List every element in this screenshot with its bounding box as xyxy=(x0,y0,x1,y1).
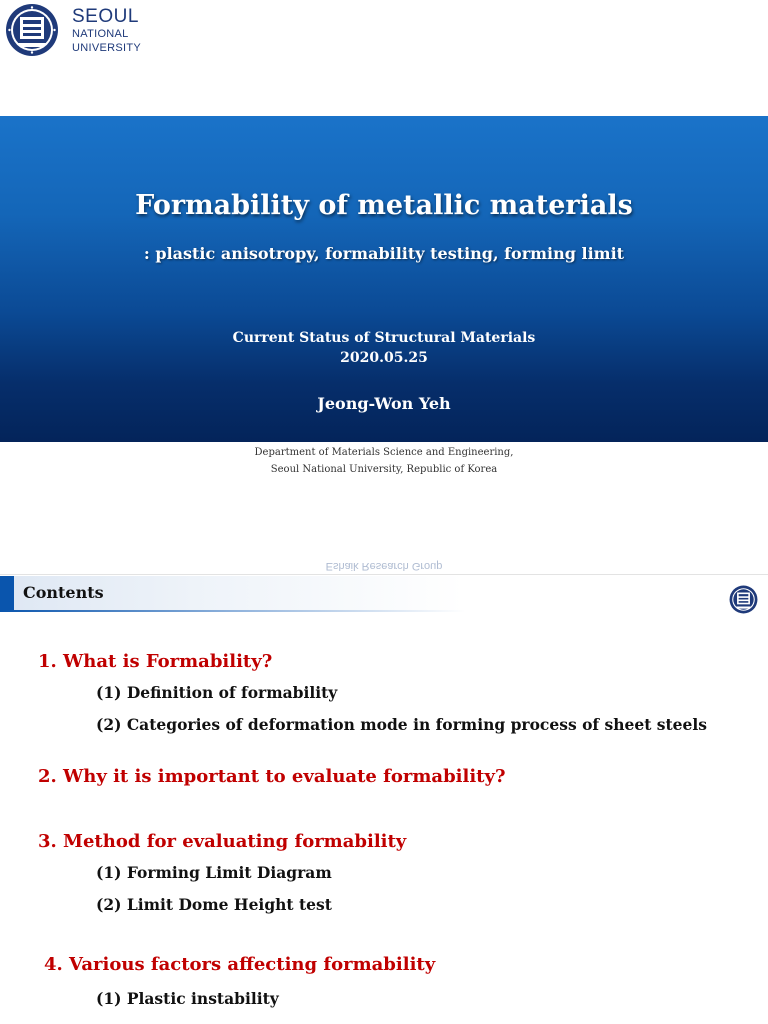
author-name: Jeong-Won Yeh xyxy=(317,394,451,413)
section-3-item-2: (2) Limit Dome Height test xyxy=(96,895,332,914)
section-4-item-1: (1) Plastic instability xyxy=(96,989,279,1008)
section-1-title: 1. What is Formability? xyxy=(38,651,273,672)
contents-underline xyxy=(0,610,465,612)
logo-line-university: UNIVERSITY xyxy=(72,41,142,54)
title-banner xyxy=(0,116,768,442)
section-3-item-1: (1) Forming Limit Diagram xyxy=(96,863,332,882)
snu-emblem-icon xyxy=(5,3,59,57)
section-3-title: 3. Method for evaluating formability xyxy=(38,831,407,852)
affiliation-department: Department of Materials Science and Engineering, xyxy=(254,447,514,458)
course-name: Current Status of Structural Materials xyxy=(232,330,536,346)
university-logo xyxy=(5,3,141,57)
mirrored-group-label: Eshaik Research Group xyxy=(325,560,443,572)
logo-line-seoul: SEOUL xyxy=(72,5,139,27)
section-1-item-1: (1) Definition of formability xyxy=(96,683,338,702)
slide-subtitle: : plastic anisotropy, formability testing, forming limit xyxy=(143,244,625,263)
affiliation-university: Seoul National University, Republic of Korea xyxy=(270,464,498,475)
contents-accent-bar xyxy=(0,576,14,610)
section-4-title: 4. Various factors affecting formability xyxy=(44,954,436,975)
slide-title: Formability of metallic materials xyxy=(135,190,633,221)
logo-wordmark xyxy=(72,7,141,54)
logo-line-national: NATIONAL xyxy=(72,27,129,40)
presentation-date: 2020.05.25 xyxy=(340,350,428,366)
section-2-title: 2. Why it is important to evaluate formability? xyxy=(38,766,506,787)
slide-divider xyxy=(0,574,768,575)
snu-emblem-icon xyxy=(729,585,758,614)
contents-heading: Contents xyxy=(23,583,104,602)
section-1-item-2: (2) Categories of deformation mode in forming process of sheet steels xyxy=(96,715,707,734)
